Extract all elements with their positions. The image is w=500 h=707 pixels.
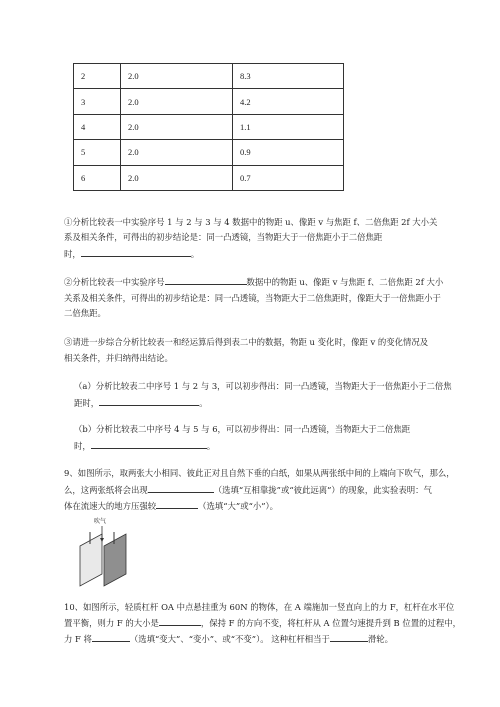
q1-suffix: 。 — [190, 249, 200, 259]
figure-label: 吹气 — [94, 518, 107, 525]
table-cell: 0.9 — [233, 140, 344, 165]
q1-line1: ①分析比较表一中实验序号 1 与 2 与 3 与 4 数据中的物距 u、像距 v 与焦距 f、二倍焦距 2f 大小关 — [64, 217, 438, 227]
q10-prefix2: 力 F 将 — [64, 634, 92, 644]
table-cell: 5 — [74, 140, 121, 165]
answer-blank[interactable] — [92, 632, 130, 642]
q2-line3: 二倍焦距。 — [64, 308, 106, 318]
answer-blank[interactable] — [165, 275, 247, 285]
two-papers-illustration — [74, 516, 138, 588]
q10-mid: ，保持 F 的方向不变，将杠杆从 A 位置匀速提升到 B 位置的过程中， — [200, 618, 462, 628]
answer-blank[interactable] — [156, 499, 198, 509]
q10-line1: 10、如图所示，轻质杠杆 OA 中点悬挂重为 60N 的物体，在 A 端施加一竖直向上的力 F，杠杆在水平位 — [64, 602, 455, 612]
paper-sheet-left — [80, 534, 102, 586]
answer-blank[interactable] — [99, 396, 199, 406]
answer-blank[interactable] — [159, 616, 201, 626]
table-row — [74, 165, 344, 190]
table-row — [74, 140, 344, 165]
paper-sheet-right — [104, 534, 126, 586]
q9-prefix: 么，这两张纸将会出现 — [64, 485, 148, 495]
table-cell: 2.0 — [121, 114, 233, 139]
answer-blank[interactable] — [81, 247, 191, 257]
table-cell: 0.7 — [233, 165, 344, 190]
paper-figure — [74, 516, 138, 592]
answer-blank[interactable] — [330, 632, 368, 642]
q10-line2 — [64, 616, 461, 630]
q9-suffix: （选填“大”或“小”）。 — [198, 501, 279, 511]
qa-line2 — [74, 396, 208, 410]
q3-line2: 相关条件，并归纳得出结论。 — [64, 353, 173, 363]
q10-line3 — [64, 632, 393, 646]
qa-suffix: 。 — [199, 398, 208, 408]
q10-prefix: 置平衡，则力 F 的大小是 — [64, 618, 159, 628]
qa-prefix: 距时， — [74, 398, 100, 408]
q9-line1: 9、如图所示，取两张大小相同、彼此正对且自然下垂的白纸，如果从两张纸中间的上端向下吹气，那么， — [64, 468, 455, 478]
q1-prefix: 时， — [64, 249, 81, 259]
answer-blank[interactable] — [148, 483, 214, 493]
table-cell: 8.3 — [233, 64, 344, 89]
q9-prefix2: 体在流速大的地方压强较 — [64, 501, 157, 511]
table-cell: 4 — [74, 114, 121, 139]
q1-line3 — [64, 247, 199, 261]
table-cell: 2.0 — [121, 140, 233, 165]
q10-mid2: （选填“变大”、“变小”、或“不变”）。 这种杠杆相当于 — [129, 634, 330, 644]
table-cell: 2.0 — [121, 64, 233, 89]
q2-line1 — [64, 275, 443, 289]
table-cell: 2.0 — [121, 89, 233, 114]
q1-line2: 系及相关条件，可得出的初步结论是：同一凸透镜，当物距大于一倍焦距小于二倍焦距 — [64, 232, 383, 242]
table-cell: 2.0 — [121, 165, 233, 190]
answer-blank[interactable] — [91, 439, 207, 449]
q9-line2 — [64, 483, 432, 497]
table-cell: 4.2 — [233, 89, 344, 114]
qb-line2 — [74, 439, 215, 453]
q9-mid: （选填“互相靠拢”或“彼此远离”）的现象，此实验表明：气 — [213, 485, 432, 495]
table-row — [74, 89, 344, 114]
table-row — [74, 64, 344, 89]
table-cell: 1.1 — [233, 114, 344, 139]
q3-line1: ③请进一步综合分析比较表一和经运算后得到表二中的数据，物距 u 变化时，像距 v 的变化情况及 — [64, 337, 429, 347]
table-cell: 6 — [74, 165, 121, 190]
qb-suffix: 。 — [206, 441, 216, 451]
qb-prefix: 时， — [74, 441, 91, 451]
q9-line3 — [64, 499, 278, 513]
q10-suffix: 滑轮。 — [367, 634, 394, 644]
table-row — [74, 114, 344, 139]
table-cell: 2 — [74, 64, 121, 89]
qb-line1: （b）分析比较表二中序号 4 与 5 与 6，可以初步得出：同一凸透镜，当物距大于二倍焦距 — [74, 424, 411, 434]
qa-line1: （a）分析比较表二中序号 1 与 2 与 3，可以初步得出：同一凸透镜，当物距大于一倍焦距小于二倍焦 — [74, 381, 452, 391]
table-cell: 3 — [74, 89, 121, 114]
q2-suffix: 数据中的物距 u、像距 v 与焦距 f、二倍焦距 2f 大小 — [246, 277, 444, 287]
data-table — [73, 63, 344, 191]
q2-prefix: ②分析比较表一中实验序号 — [64, 277, 165, 287]
q2-line2: 关系及相关条件，可得出的初步结论是：同一凸透镜，当物距大于二倍焦距时，像距大于一倍焦距小于 — [64, 293, 441, 303]
